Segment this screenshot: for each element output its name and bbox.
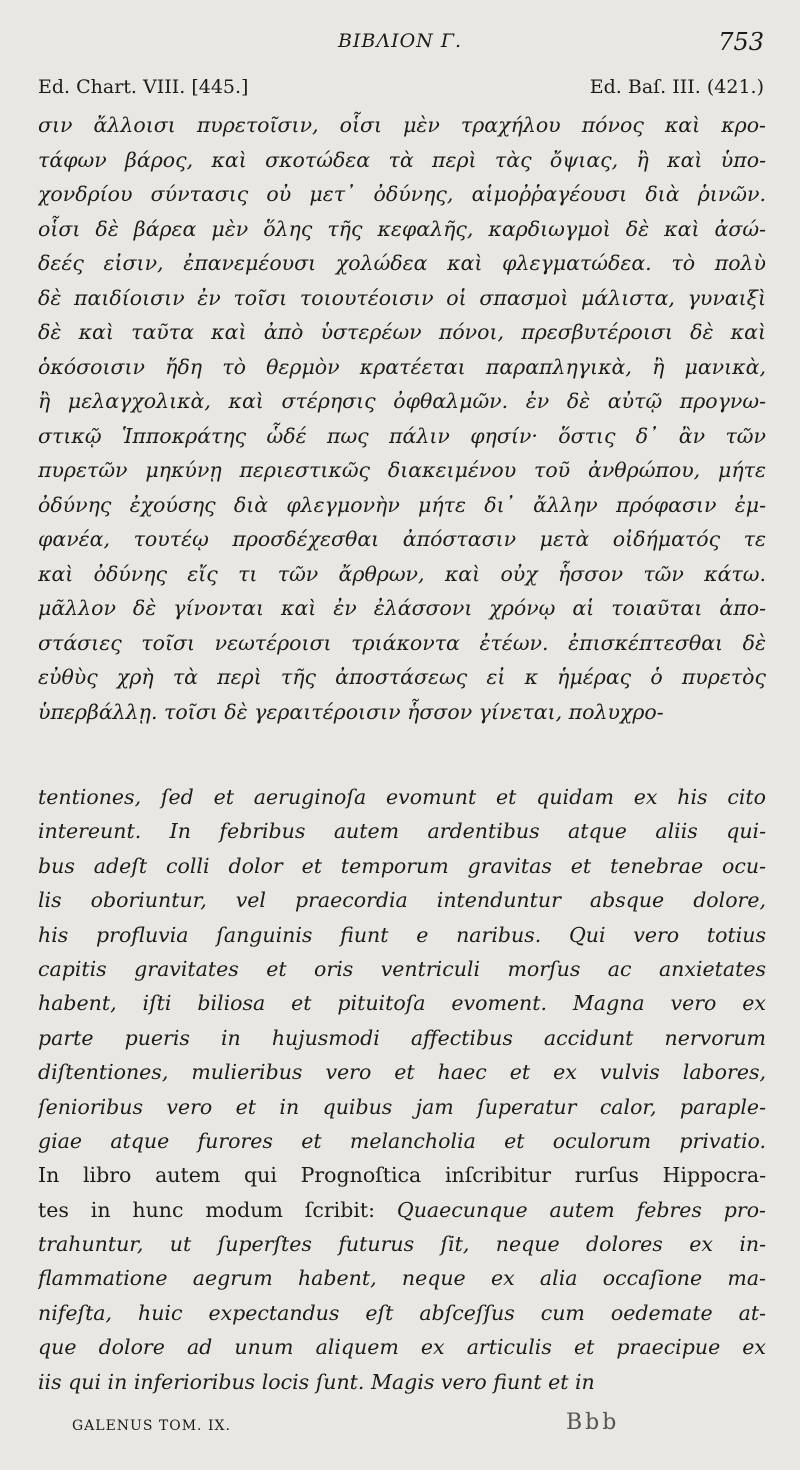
italic-segment: lis oboriuntur, vel praecordia intenduntur absque dolore, (38, 888, 766, 913)
latin-text-line (38, 918, 766, 952)
italic-segment: trahuntur, ut ſuperſtes futurus ſit, neque dolores ex in- (38, 1232, 766, 1257)
greek-text-line: ὁκόσοισιν ἤδη τὸ θερμὸν κρατέεται παραπληγικὰ, ἢ μανικὰ, (38, 354, 766, 379)
italic-segment: diſtentiones, mulieribus vero et haec et ex vulvis labores, (38, 1060, 766, 1085)
greek-text-line: ὀδύνης ἐχούσης διὰ φλεγμονὴν μήτε δι᾽ ἄλλην πρόφασιν ἐμ- (38, 492, 766, 517)
italic-segment: capitis gravitates et oris ventriculi morſus ac anxietates (38, 956, 766, 981)
greek-text-line: στάσιες τοῖσι νεωτέροισι τριάκοντα ἐτέων. ἐπισκέπτεσθαι δὲ (38, 630, 766, 655)
latin-text-line (38, 883, 766, 917)
edition-reference-chartier: Ed. Chart. VIII. [445.] (38, 76, 249, 98)
latin-text-line (38, 814, 766, 848)
italic-segment: bus adeſt colli dolor et temporum gravitas et tenebrae ocu- (38, 853, 766, 878)
italic-segment: ſenioribus vero et in quibus jam ſuperatur calor, paraple- (38, 1094, 766, 1119)
latin-text-line (38, 1055, 766, 1089)
greek-text-line: δεές εἰσιν, ἐπανεμέουσι χολώδεα καὶ φλεγματώδεα. τὸ πολὺ (38, 251, 766, 275)
italic-segment: parte pueris in hujusmodi affectibus accidunt nervorum (38, 1025, 766, 1050)
latin-text-line (38, 1158, 766, 1192)
greek-text-line: χονδρίου σύντασις οὐ μετ᾽ ὀδύνης, αἱμοῤῥαγέουσι διὰ ῥινῶν. (38, 182, 766, 206)
greek-text-block (38, 108, 766, 729)
latin-text-line (38, 1021, 766, 1055)
italic-segment: intereunt. In febribus autem ardentibus atque aliis qui- (38, 819, 766, 844)
greek-text-line: σιν ἄλλοισι πυρετοῖσιν, οἷσι μὲν τραχήλου πόνος καὶ κρο- (38, 113, 766, 137)
latin-text-line (38, 1330, 766, 1364)
italic-segment: que dolore ad unum aliquem ex articulis et praecipue ex (38, 1335, 766, 1360)
italic-segment: Quaecunque autem febres pro- (396, 1197, 766, 1222)
greek-text-line: εὐθὺς χρὴ τὰ περὶ τῆς ἀποστάσεως εἰ κ ἡμέρας ὁ πυρετὸς (38, 665, 766, 689)
latin-text-line (38, 1296, 766, 1330)
latin-text-line (38, 986, 766, 1020)
greek-text-line: καὶ ὀδύνης εἴς τι τῶν ἄρθρων, καὶ οὐχ ἧσσον τῶν κάτω. (38, 561, 766, 586)
greek-text-line: δὲ καὶ ταῦτα καὶ ἀπὸ ὑστερέων πόνοι, πρεσβυτέροισι δὲ καὶ (38, 320, 766, 344)
page-number: 753 (718, 28, 764, 56)
greek-text-line: πυρετῶν μηκύνῃ περιεστικῶς διακειμένου τοῦ ἀνθρώπου, μήτε (38, 458, 766, 482)
italic-segment: his profluvia ſanguinis fiunt e naribus. Qui vero totius (38, 922, 766, 947)
footer-volume: GALENUS TOM. IX. (72, 1418, 231, 1434)
greek-text-line: στικῷ Ἱπποκράτης ὧδέ πως πάλιν φησίν· ὅστις δ᾽ ἂν τῶν (38, 423, 766, 448)
latin-text-line (38, 1365, 766, 1399)
greek-text-line: οἷσι δὲ βάρεα μὲν ὅλης τῆς κεφαλῆς, καρδιωγμοὶ δὲ καὶ ἀσώ- (38, 216, 766, 241)
greek-text-line: δὲ παιδίοισιν ἐν τοῖσι τοιουτέοισιν οἱ σπασμοὶ μάλιστα, γυναιξὶ (38, 285, 766, 310)
italic-segment: habent, iſti biliosa et pituitoſa evoment. Magna vero ex (38, 991, 766, 1016)
signature-mark: Bbb (566, 1410, 620, 1435)
latin-text-block (38, 780, 766, 1399)
greek-text-line: τάφων βάρος, καὶ σκοτώδεα τὰ περὶ τὰς ὄψιας, ἢ καὶ ὑπο- (38, 147, 766, 172)
latin-text-line (38, 952, 766, 986)
greek-text-line: φανέα, τουτέῳ προσδέχεσθαι ἀπόστασιν μετὰ οἰδήματός τε (38, 527, 766, 551)
italic-segment: Magis vero fiunt et in (370, 1369, 595, 1394)
italic-segment: giae atque furores et melancholia et oculorum privatio. (38, 1128, 766, 1153)
edition-reference-basel: Ed. Baſ. III. (421.) (589, 76, 764, 98)
latin-text-line (38, 849, 766, 883)
italic-segment: flammatione aegrum habent, neque ex alia occaſione ma- (38, 1266, 766, 1291)
italic-segment: iis qui in inferioribus locis ſunt. (38, 1369, 371, 1394)
latin-text-line (38, 1193, 766, 1227)
latin-text-line (38, 1124, 766, 1158)
latin-text-line (38, 1090, 766, 1124)
roman-segment: In libro autem qui Prognoſtica inſcribitur rurſus Hippocra- (38, 1163, 766, 1188)
running-title: ΒΙΒΛΙΟΝ Γ. (337, 30, 463, 52)
greek-text-line: ἢ μελαγχολικὰ, καὶ στέρησις ὀφθαλμῶν. ἐν δὲ αὐτῷ προγνω- (38, 389, 766, 413)
latin-text-line (38, 1261, 766, 1295)
latin-text-line (38, 780, 766, 814)
greek-text-line: μᾶλλον δὲ γίνονται καὶ ἐν ἐλάσσονι χρόνῳ αἱ τοιαῦται ἀπο- (38, 596, 766, 620)
greek-text-line: ὑπερβάλλῃ. τοῖσι δὲ γεραιτέροισιν ἧσσον γίνεται, πολυχρο- (38, 699, 664, 724)
italic-segment: tentiones, ſed et aeruginoſa evomunt et quidam ex his cito (38, 785, 766, 809)
italic-segment: nifeſta, huic expectandus eſt abſceſſus cum oedemate at- (38, 1300, 766, 1325)
roman-segment: tes in hunc modum ſcribit: (38, 1197, 397, 1222)
latin-text-line (38, 1227, 766, 1261)
